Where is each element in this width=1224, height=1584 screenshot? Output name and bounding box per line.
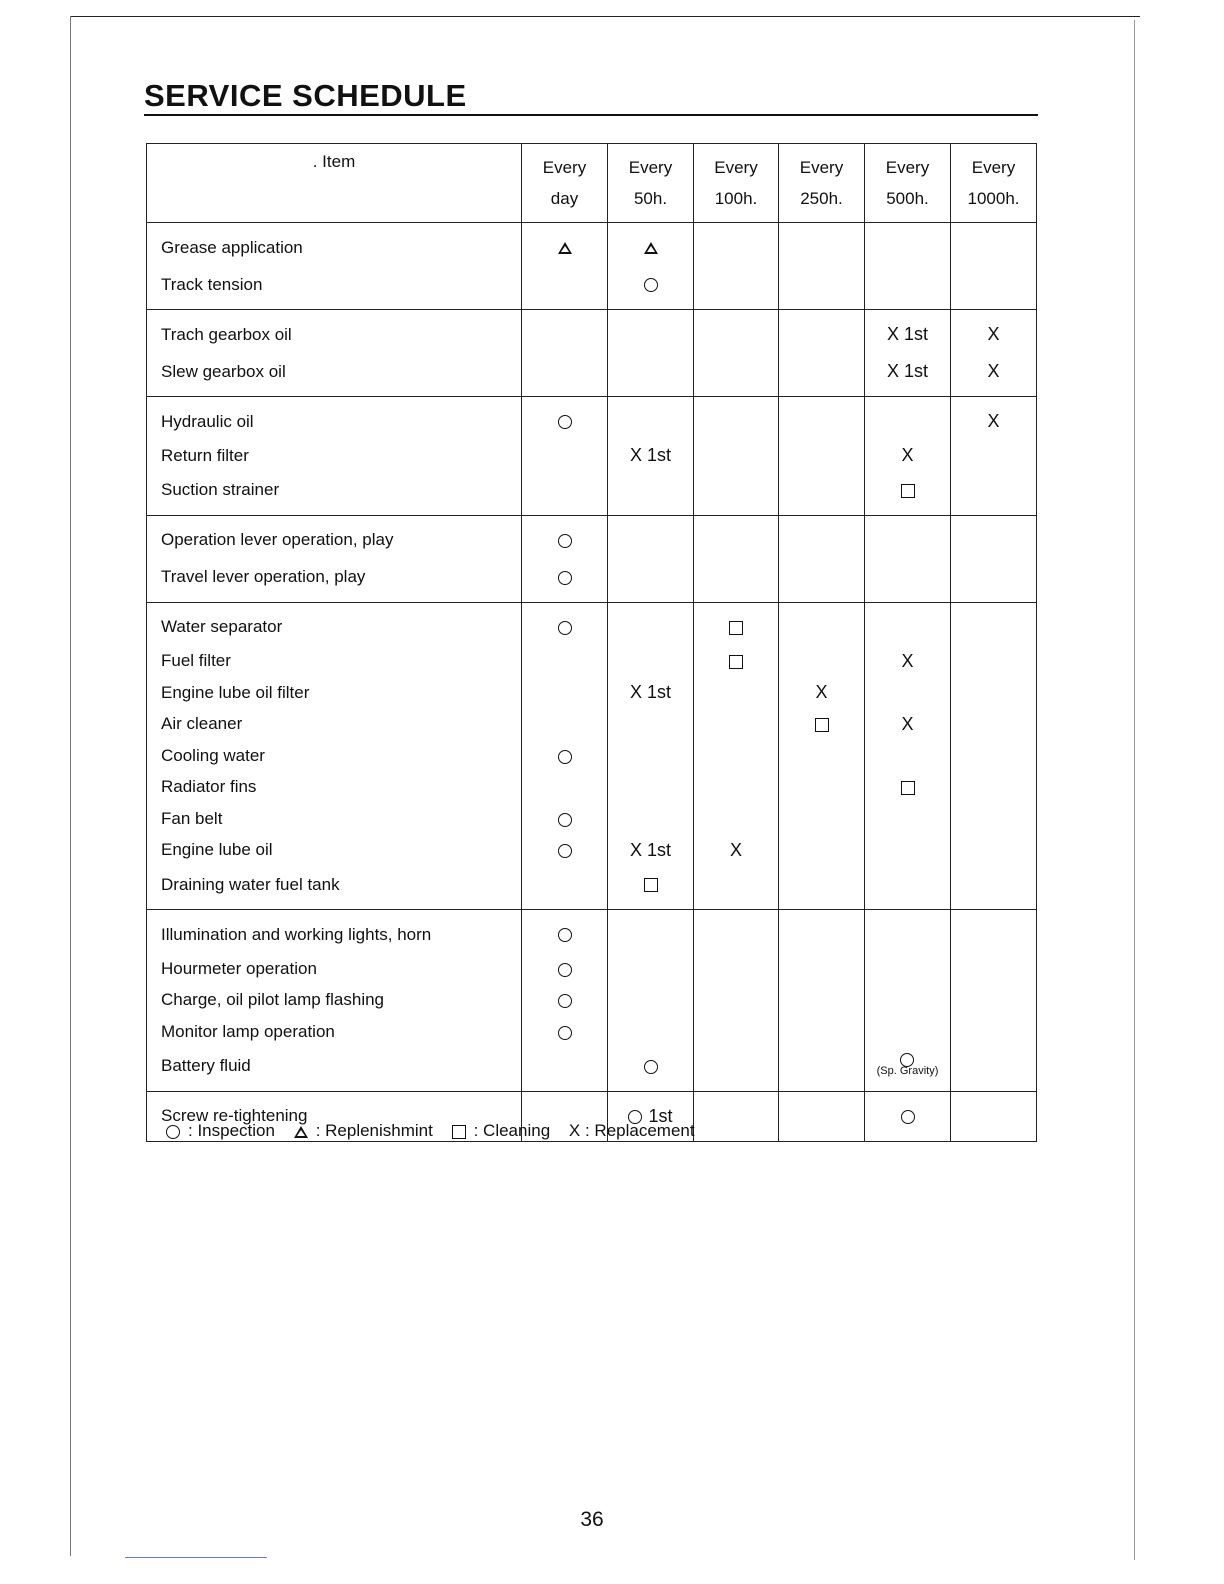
schedule-cell: [522, 985, 608, 1017]
replacement-mark: X 1st: [629, 445, 672, 466]
schedule-cell: [522, 397, 608, 441]
service-item: Draining water fuel tank: [147, 866, 522, 910]
service-item: Travel lever operation, play: [147, 559, 522, 603]
service-item: Battery fluid: [147, 1048, 522, 1092]
table-row: [147, 772, 1037, 804]
legend-inspection: [166, 1121, 280, 1140]
schedule-cell: [522, 223, 608, 267]
column-header-50h-line1: Every: [608, 144, 694, 184]
schedule-cell: [608, 985, 694, 1017]
service-item: Hydraulic oil: [147, 397, 522, 441]
inspection-circle-icon: [558, 571, 572, 585]
replenishment-triangle-icon: [644, 242, 658, 254]
table-row: [147, 266, 1037, 310]
legend-replenishment: [294, 1121, 438, 1140]
schedule-cell: [694, 353, 779, 397]
service-item: Screw re-tightening: [147, 1091, 522, 1141]
service-item: Suction strainer: [147, 472, 522, 516]
schedule-cell: [608, 602, 694, 646]
schedule-cell: [694, 803, 779, 835]
schedule-cell: [694, 440, 779, 472]
schedule-cell: [951, 740, 1037, 772]
replacement-mark: X: [901, 650, 914, 671]
service-item: Monitor lamp operation: [147, 1016, 522, 1048]
schedule-cell: [694, 910, 779, 954]
inspection-circle-icon: [558, 1026, 572, 1040]
schedule-cell: [694, 1048, 779, 1092]
schedule-cell: [865, 353, 951, 397]
schedule-cell: [865, 515, 951, 559]
schedule-cell: [865, 559, 951, 603]
first-time-label: 1st: [648, 1105, 673, 1126]
schedule-cell: [951, 1016, 1037, 1048]
column-header-1000h-line2: 1000h.: [951, 183, 1037, 223]
inspection-circle-icon: [644, 1060, 658, 1074]
schedule-cell: [608, 266, 694, 310]
schedule-cell: [865, 1091, 951, 1141]
schedule-cell: [694, 677, 779, 709]
schedule-cell: [608, 397, 694, 441]
service-item: Track tension: [147, 266, 522, 310]
schedule-cell: [951, 803, 1037, 835]
schedule-cell: [694, 646, 779, 678]
replacement-mark: X 1st: [629, 839, 672, 860]
legend-replacement-label: : Replacement: [584, 1121, 695, 1140]
schedule-cell: [694, 866, 779, 910]
service-item: Engine lube oil filter: [147, 677, 522, 709]
schedule-cell: [779, 515, 865, 559]
table-row: [147, 602, 1037, 646]
schedule-cell: [608, 1016, 694, 1048]
replacement-mark: X: [901, 445, 914, 466]
schedule-cell: [522, 472, 608, 516]
schedule-cell: [865, 266, 951, 310]
column-header-100h-line2: 100h.: [694, 183, 779, 223]
schedule-cell: [694, 602, 779, 646]
inspection-circle-icon: [558, 928, 572, 942]
schedule-cell: [951, 910, 1037, 954]
cleaning-square-icon: [644, 878, 658, 892]
column-header-250h-line2: 250h.: [779, 183, 865, 223]
schedule-cell: [951, 472, 1037, 516]
schedule-cell: [951, 515, 1037, 559]
cleaning-square-icon: [729, 655, 743, 669]
service-item: Fan belt: [147, 803, 522, 835]
schedule-cell: [865, 310, 951, 354]
schedule-cell: [865, 472, 951, 516]
schedule-cell: [694, 1016, 779, 1048]
replacement-mark: X: [987, 361, 1000, 381]
schedule-cell: [522, 803, 608, 835]
inspection-circle-icon: [558, 994, 572, 1008]
schedule-cell: [608, 677, 694, 709]
schedule-cell: [694, 772, 779, 804]
schedule-cell: [608, 953, 694, 985]
schedule-cell: [865, 803, 951, 835]
schedule-cell: [779, 803, 865, 835]
schedule-cell: [522, 1016, 608, 1048]
schedule-cell: [951, 772, 1037, 804]
service-item: Slew gearbox oil: [147, 353, 522, 397]
replacement-mark: X: [815, 682, 828, 703]
service-item: Water separator: [147, 602, 522, 646]
battery-gravity-mark: [877, 1053, 939, 1077]
schedule-cell: [779, 677, 865, 709]
schedule-body: [147, 223, 1037, 1142]
schedule-cell: [951, 440, 1037, 472]
schedule-cell: [608, 803, 694, 835]
legend-cleaning: [452, 1121, 555, 1140]
replacement-mark: X 1st: [886, 361, 929, 381]
schedule-cell: [522, 677, 608, 709]
column-header-day-line1: Every: [522, 144, 608, 184]
schedule-cell: [522, 835, 608, 867]
column-header-day-line2: day: [522, 183, 608, 223]
schedule-cell: [951, 266, 1037, 310]
schedule-cell: [608, 559, 694, 603]
schedule-cell: [522, 866, 608, 910]
schedule-cell: [694, 515, 779, 559]
schedule-cell: [951, 602, 1037, 646]
sp-gravity-note: (Sp. Gravity): [876, 1065, 939, 1078]
schedule-cell: [865, 835, 951, 867]
schedule-cell: [865, 1016, 951, 1048]
schedule-cell: [779, 1016, 865, 1048]
cleaning-square-icon: [452, 1125, 466, 1139]
schedule-cell: [779, 835, 865, 867]
schedule-cell: [522, 559, 608, 603]
schedule-cell: [522, 910, 608, 954]
schedule-cell: [608, 515, 694, 559]
service-item: Radiator fins: [147, 772, 522, 804]
replenishment-triangle-icon: [558, 242, 572, 254]
table-row: [147, 835, 1037, 867]
schedule-cell: [951, 397, 1037, 441]
service-item: Cooling water: [147, 740, 522, 772]
schedule-cell: [779, 223, 865, 267]
inspection-circle-icon: [558, 750, 572, 764]
schedule-cell: [951, 310, 1037, 354]
service-item: Trach gearbox oil: [147, 310, 522, 354]
service-item: Fuel filter: [147, 646, 522, 678]
schedule-cell: [694, 472, 779, 516]
table-row: [147, 1016, 1037, 1048]
schedule-cell: [522, 440, 608, 472]
table-row: [147, 740, 1037, 772]
schedule-cell: [779, 472, 865, 516]
schedule-cell: [865, 740, 951, 772]
schedule-cell: [608, 866, 694, 910]
replacement-mark: X 1st: [629, 682, 672, 703]
schedule-cell: [951, 1048, 1037, 1092]
schedule-cell: [779, 602, 865, 646]
service-item: Hourmeter operation: [147, 953, 522, 985]
column-header-100h-line1: Every: [694, 144, 779, 184]
schedule-cell: [608, 646, 694, 678]
table-row: [147, 440, 1037, 472]
schedule-cell: [865, 646, 951, 678]
schedule-cell: [865, 953, 951, 985]
schedule-cell: [779, 353, 865, 397]
table-row: [147, 515, 1037, 559]
schedule-cell: [694, 310, 779, 354]
schedule-cell: [951, 353, 1037, 397]
schedule-cell: [522, 353, 608, 397]
schedule-cell: [608, 440, 694, 472]
schedule-cell: [865, 440, 951, 472]
service-item: Engine lube oil: [147, 835, 522, 867]
cleaning-square-icon: [729, 621, 743, 635]
page-bottom-mark: [125, 1557, 267, 1558]
schedule-cell: [522, 266, 608, 310]
service-item: Illumination and working lights, horn: [147, 910, 522, 954]
column-header-500h-line1: Every: [865, 144, 951, 184]
table-row: [147, 646, 1037, 678]
schedule-cell: [608, 223, 694, 267]
schedule-cell: [522, 772, 608, 804]
header-row-1: [147, 144, 1037, 184]
schedule-cell: [779, 910, 865, 954]
schedule-cell: [522, 709, 608, 741]
service-item: Air cleaner: [147, 709, 522, 741]
schedule-cell: [694, 559, 779, 603]
schedule-cell: [779, 440, 865, 472]
table-row: [147, 910, 1037, 954]
schedule-cell: [779, 559, 865, 603]
schedule-cell: [522, 310, 608, 354]
service-item: Operation lever operation, play: [147, 515, 522, 559]
table-row: [147, 223, 1037, 267]
schedule-cell: [779, 740, 865, 772]
schedule-cell: [865, 223, 951, 267]
title-underline: [144, 114, 1038, 116]
schedule-cell: [865, 772, 951, 804]
schedule-cell: [951, 646, 1037, 678]
table-row: [147, 985, 1037, 1017]
schedule-cell: [779, 985, 865, 1017]
schedule-cell: [694, 223, 779, 267]
table-row: [147, 677, 1037, 709]
schedule-cell: [779, 1048, 865, 1092]
page-left-border: [70, 16, 71, 1556]
schedule-cell: [779, 1091, 865, 1141]
schedule-cell: [951, 953, 1037, 985]
schedule-cell: [608, 835, 694, 867]
schedule-cell: [951, 1091, 1037, 1141]
replenishment-triangle-icon: [294, 1126, 308, 1138]
schedule-cell: [694, 397, 779, 441]
schedule-cell: [865, 709, 951, 741]
schedule-cell: [865, 910, 951, 954]
schedule-cell: [522, 953, 608, 985]
schedule-cell: [694, 740, 779, 772]
schedule-cell: [522, 515, 608, 559]
page-right-border: [1134, 20, 1135, 1560]
cleaning-square-icon: [901, 484, 915, 498]
item-column-header: . Item: [147, 144, 522, 223]
inspection-circle-icon: [901, 1110, 915, 1124]
schedule-cell: [608, 740, 694, 772]
schedule-cell: [522, 740, 608, 772]
schedule-cell: [865, 985, 951, 1017]
schedule-cell: [694, 953, 779, 985]
schedule-cell: [694, 266, 779, 310]
replacement-mark: X: [729, 839, 742, 860]
column-header-1000h-line1: Every: [951, 144, 1037, 184]
table-row: [147, 953, 1037, 985]
replacement-x-icon: X: [568, 1121, 581, 1140]
legend: [166, 1121, 709, 1141]
replacement-mark: X 1st: [886, 324, 929, 344]
schedule-cell: [608, 353, 694, 397]
schedule-cell: [522, 602, 608, 646]
page-number: 36: [580, 1508, 604, 1531]
inspection-circle-icon: [644, 278, 658, 292]
table-row: [147, 353, 1037, 397]
table-row: [147, 709, 1037, 741]
page-title: SERVICE SCHEDULE: [144, 78, 467, 113]
table-row: [147, 803, 1037, 835]
legend-inspection-label: : Inspection: [188, 1121, 275, 1140]
legend-replacement: [569, 1121, 695, 1140]
schedule-cell: [951, 866, 1037, 910]
schedule-cell: [865, 602, 951, 646]
replacement-mark: X: [901, 713, 914, 734]
schedule-cell: [951, 709, 1037, 741]
inspection-circle-icon: [558, 534, 572, 548]
service-item: Return filter: [147, 440, 522, 472]
schedule-cell: [522, 1048, 608, 1092]
schedule-cell: [865, 397, 951, 441]
schedule-cell: [779, 266, 865, 310]
service-item: Charge, oil pilot lamp flashing: [147, 985, 522, 1017]
table-row: [147, 472, 1037, 516]
replacement-mark: X: [987, 411, 1000, 431]
schedule-cell: [779, 397, 865, 441]
schedule-cell: [951, 985, 1037, 1017]
schedule-cell: [779, 646, 865, 678]
cleaning-square-icon: [901, 781, 915, 795]
schedule-cell: [865, 677, 951, 709]
table-row: [147, 310, 1037, 354]
schedule-cell: [608, 772, 694, 804]
schedule-cell: [608, 1048, 694, 1092]
inspection-circle-icon: [166, 1125, 180, 1139]
legend-cleaning-label: : Cleaning: [473, 1121, 551, 1140]
table-row: [147, 1048, 1037, 1092]
inspection-circle-icon: [558, 621, 572, 635]
schedule-cell: [608, 910, 694, 954]
schedule-cell: [694, 835, 779, 867]
service-schedule-table: [146, 143, 1037, 1142]
schedule-cell: [951, 559, 1037, 603]
inspection-circle-icon: [558, 963, 572, 977]
schedule-cell: [608, 310, 694, 354]
column-header-500h-line2: 500h.: [865, 183, 951, 223]
legend-replenishment-label: : Replenishmint: [315, 1121, 433, 1140]
schedule-cell: [779, 866, 865, 910]
inspection-circle-icon: [558, 813, 572, 827]
schedule-cell: [779, 772, 865, 804]
table-row: [147, 866, 1037, 910]
schedule-cell: [865, 866, 951, 910]
schedule-cell: [865, 1048, 951, 1092]
schedule-cell: [951, 677, 1037, 709]
inspection-circle-icon: [558, 844, 572, 858]
schedule-cell: [951, 835, 1037, 867]
cleaning-square-icon: [815, 718, 829, 732]
schedule-cell: [951, 223, 1037, 267]
schedule-cell: [694, 985, 779, 1017]
column-header-250h-line1: Every: [779, 144, 865, 184]
schedule-cell: [779, 709, 865, 741]
schedule-cell: [694, 709, 779, 741]
table-row: [147, 397, 1037, 441]
replacement-mark: X: [987, 324, 1000, 344]
service-item: Grease application: [147, 223, 522, 267]
schedule-cell: [779, 953, 865, 985]
schedule-cell: [779, 310, 865, 354]
column-header-50h-line2: 50h.: [608, 183, 694, 223]
inspection-circle-icon: [558, 415, 572, 429]
table-row: [147, 559, 1037, 603]
page-top-border: [70, 16, 1140, 17]
schedule-cell: [522, 646, 608, 678]
schedule-cell: [608, 472, 694, 516]
schedule-cell: [608, 709, 694, 741]
